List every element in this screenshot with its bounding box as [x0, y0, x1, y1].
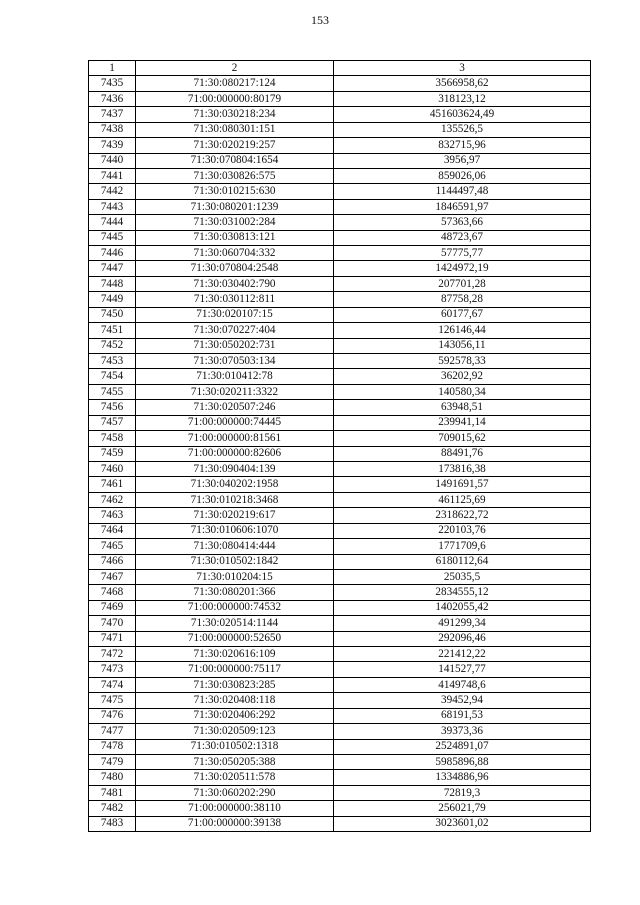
table-row	[89, 384, 591, 399]
cadastral-number-cell: 71:30:020511:578	[136, 770, 334, 785]
row-number-cell: 7462	[89, 492, 136, 507]
table-row	[89, 400, 591, 415]
value-cell: 63948,51	[334, 400, 591, 415]
table-row	[89, 323, 591, 338]
value-cell: 36202,92	[334, 369, 591, 384]
row-number-cell: 7466	[89, 554, 136, 569]
value-cell: 39373,36	[334, 724, 591, 739]
table-row	[89, 708, 591, 723]
value-cell: 3956,97	[334, 153, 591, 168]
page-number: 153	[311, 13, 329, 27]
row-number-cell: 7483	[89, 816, 136, 831]
table-row	[89, 107, 591, 122]
row-number-cell: 7482	[89, 801, 136, 816]
table-row	[89, 754, 591, 769]
value-cell: 709015,62	[334, 431, 591, 446]
row-number-cell: 7468	[89, 585, 136, 600]
value-cell: 1491691,57	[334, 477, 591, 492]
row-number-cell: 7436	[89, 91, 136, 106]
cadastral-number-cell: 71:30:030218:234	[136, 107, 334, 122]
row-number-cell: 7463	[89, 508, 136, 523]
table-row	[89, 307, 591, 322]
header-row	[89, 61, 591, 76]
cadastral-number-cell: 71:30:080301:151	[136, 122, 334, 137]
value-cell: 592578,33	[334, 354, 591, 369]
row-number-cell: 7477	[89, 724, 136, 739]
row-number-cell: 7440	[89, 153, 136, 168]
column-header: 1	[89, 61, 136, 76]
table-row	[89, 138, 591, 153]
row-number-cell: 7449	[89, 292, 136, 307]
table-row	[89, 184, 591, 199]
cadastral-number-cell: 71:30:070804:1654	[136, 153, 334, 168]
row-number-cell: 7451	[89, 323, 136, 338]
cadastral-number-cell: 71:30:020509:123	[136, 724, 334, 739]
row-number-cell: 7473	[89, 662, 136, 677]
cadastral-number-cell: 71:30:020219:257	[136, 138, 334, 153]
cadastral-number-cell: 71:30:080414:444	[136, 539, 334, 554]
cadastral-number-cell: 71:30:070804:2548	[136, 261, 334, 276]
row-number-cell: 7455	[89, 384, 136, 399]
row-number-cell: 7437	[89, 107, 136, 122]
value-cell: 318123,12	[334, 91, 591, 106]
row-number-cell: 7439	[89, 138, 136, 153]
table-row	[89, 724, 591, 739]
row-number-cell: 7461	[89, 477, 136, 492]
table-row	[89, 647, 591, 662]
table-row	[89, 677, 591, 692]
cadastral-number-cell: 71:30:020408:118	[136, 693, 334, 708]
value-cell: 72819,3	[334, 785, 591, 800]
row-number-cell: 7475	[89, 693, 136, 708]
row-number-cell: 7467	[89, 569, 136, 584]
cadastral-number-cell: 71:00:000000:75117	[136, 662, 334, 677]
row-number-cell: 7459	[89, 446, 136, 461]
cadastral-number-cell: 71:30:010218:3468	[136, 492, 334, 507]
value-cell: 491299,34	[334, 616, 591, 631]
row-number-cell: 7447	[89, 261, 136, 276]
row-number-cell: 7453	[89, 354, 136, 369]
table-row	[89, 261, 591, 276]
cadastral-number-cell: 71:30:020107:15	[136, 307, 334, 322]
table-row	[89, 554, 591, 569]
cadastral-number-cell: 71:30:010502:1318	[136, 739, 334, 754]
cadastral-number-cell: 71:30:010606:1070	[136, 523, 334, 538]
value-cell: 48723,67	[334, 230, 591, 245]
cadastral-number-cell: 71:30:010502:1842	[136, 554, 334, 569]
cadastral-number-cell: 71:00:000000:80179	[136, 91, 334, 106]
table-row	[89, 785, 591, 800]
table-row	[89, 585, 591, 600]
cadastral-number-cell: 71:30:060202:290	[136, 785, 334, 800]
value-cell: 135526,5	[334, 122, 591, 137]
value-cell: 87758,28	[334, 292, 591, 307]
row-number-cell: 7481	[89, 785, 136, 800]
table-row	[89, 199, 591, 214]
row-number-cell: 7452	[89, 338, 136, 353]
cadastral-number-cell: 71:30:010215:630	[136, 184, 334, 199]
value-cell: 1144497,48	[334, 184, 591, 199]
value-cell: 68191,53	[334, 708, 591, 723]
table-row	[89, 508, 591, 523]
cadastral-number-cell: 71:00:000000:52650	[136, 631, 334, 646]
cadastral-number-cell: 71:30:030402:790	[136, 276, 334, 291]
cadastral-number-cell: 71:30:070503:134	[136, 354, 334, 369]
table-row	[89, 600, 591, 615]
cadastral-number-cell: 71:30:020406:292	[136, 708, 334, 723]
row-number-cell: 7470	[89, 616, 136, 631]
table-row	[89, 539, 591, 554]
value-cell: 2834555,12	[334, 585, 591, 600]
table-row	[89, 801, 591, 816]
cadastral-number-cell: 71:30:040202:1958	[136, 477, 334, 492]
column-header: 2	[136, 61, 334, 76]
value-cell: 1334886,96	[334, 770, 591, 785]
cadastral-number-cell: 71:30:050205:388	[136, 754, 334, 769]
table-row	[89, 631, 591, 646]
table-row	[89, 276, 591, 291]
value-cell: 39452,94	[334, 693, 591, 708]
cadastral-number-cell: 71:30:080217:124	[136, 76, 334, 91]
cadastral-number-cell: 71:30:020211:3322	[136, 384, 334, 399]
value-cell: 141527,77	[334, 662, 591, 677]
cadastral-number-cell: 71:30:080201:366	[136, 585, 334, 600]
row-number-cell: 7474	[89, 677, 136, 692]
value-cell: 256021,79	[334, 801, 591, 816]
value-cell: 4149748,6	[334, 677, 591, 692]
row-number-cell: 7465	[89, 539, 136, 554]
cadastral-number-cell: 71:30:030112:811	[136, 292, 334, 307]
cadastral-number-cell: 71:30:060704:332	[136, 246, 334, 261]
value-cell: 1424972,19	[334, 261, 591, 276]
cadastral-number-cell: 71:30:020219:617	[136, 508, 334, 523]
value-cell: 239941,14	[334, 415, 591, 430]
table-row	[89, 477, 591, 492]
column-header: 3	[334, 61, 591, 76]
data-table	[88, 60, 591, 832]
table-row	[89, 246, 591, 261]
value-cell: 221412,22	[334, 647, 591, 662]
cadastral-number-cell: 71:30:020514:1144	[136, 616, 334, 631]
table-row	[89, 122, 591, 137]
value-cell: 832715,96	[334, 138, 591, 153]
value-cell: 859026,06	[334, 168, 591, 183]
value-cell: 140580,34	[334, 384, 591, 399]
cadastral-number-cell: 71:30:010412:78	[136, 369, 334, 384]
value-cell: 1402055,42	[334, 600, 591, 615]
table-row	[89, 369, 591, 384]
cadastral-number-cell: 71:30:030823:285	[136, 677, 334, 692]
row-number-cell: 7441	[89, 168, 136, 183]
row-number-cell: 7469	[89, 600, 136, 615]
row-number-cell: 7458	[89, 431, 136, 446]
cadastral-number-cell: 71:00:000000:38110	[136, 801, 334, 816]
table-row	[89, 446, 591, 461]
cadastral-number-cell: 71:30:020507:246	[136, 400, 334, 415]
table-row	[89, 816, 591, 831]
row-number-cell: 7446	[89, 246, 136, 261]
table-row	[89, 168, 591, 183]
value-cell: 126146,44	[334, 323, 591, 338]
row-number-cell: 7476	[89, 708, 136, 723]
value-cell: 1771709,6	[334, 539, 591, 554]
table-row	[89, 354, 591, 369]
table-row	[89, 338, 591, 353]
cadastral-number-cell: 71:00:000000:74532	[136, 600, 334, 615]
cadastral-number-cell: 71:30:090404:139	[136, 461, 334, 476]
value-cell: 207701,28	[334, 276, 591, 291]
value-cell: 3023601,02	[334, 816, 591, 831]
value-cell: 461125,69	[334, 492, 591, 507]
cadastral-number-cell: 71:30:050202:731	[136, 338, 334, 353]
table-row	[89, 616, 591, 631]
table-row	[89, 693, 591, 708]
table-row	[89, 91, 591, 106]
cadastral-number-cell: 71:30:070227:404	[136, 323, 334, 338]
row-number-cell: 7460	[89, 461, 136, 476]
table-row	[89, 492, 591, 507]
table-row	[89, 662, 591, 677]
cadastral-number-cell: 71:30:030826:575	[136, 168, 334, 183]
value-cell: 2318622,72	[334, 508, 591, 523]
table-row	[89, 415, 591, 430]
table-row	[89, 153, 591, 168]
value-cell: 57775,77	[334, 246, 591, 261]
table-row	[89, 569, 591, 584]
table-row	[89, 770, 591, 785]
cadastral-number-cell: 71:30:020616:109	[136, 647, 334, 662]
value-cell: 60177,67	[334, 307, 591, 322]
table-row	[89, 215, 591, 230]
cadastral-number-cell: 71:30:030813:121	[136, 230, 334, 245]
table-row	[89, 431, 591, 446]
value-cell: 3566958,62	[334, 76, 591, 91]
cadastral-number-cell: 71:00:000000:39138	[136, 816, 334, 831]
row-number-cell: 7450	[89, 307, 136, 322]
table-row	[89, 523, 591, 538]
table-row	[89, 461, 591, 476]
cadastral-number-cell: 71:00:000000:74445	[136, 415, 334, 430]
cadastral-number-cell: 71:30:010204:15	[136, 569, 334, 584]
table-row	[89, 292, 591, 307]
value-cell: 57363,66	[334, 215, 591, 230]
row-number-cell: 7471	[89, 631, 136, 646]
value-cell: 1846591,97	[334, 199, 591, 214]
value-cell: 6180112,64	[334, 554, 591, 569]
cadastral-number-cell: 71:30:031002:284	[136, 215, 334, 230]
value-cell: 143056,11	[334, 338, 591, 353]
row-number-cell: 7457	[89, 415, 136, 430]
value-cell: 292096,46	[334, 631, 591, 646]
row-number-cell: 7438	[89, 122, 136, 137]
table-body	[89, 76, 591, 832]
cadastral-number-cell: 71:30:080201:1239	[136, 199, 334, 214]
row-number-cell: 7454	[89, 369, 136, 384]
value-cell: 2524891,07	[334, 739, 591, 754]
row-number-cell: 7479	[89, 754, 136, 769]
cadastral-number-cell: 71:00:000000:82606	[136, 446, 334, 461]
row-number-cell: 7478	[89, 739, 136, 754]
row-number-cell: 7444	[89, 215, 136, 230]
row-number-cell: 7443	[89, 199, 136, 214]
value-cell: 5985896,88	[334, 754, 591, 769]
value-cell: 25035,5	[334, 569, 591, 584]
row-number-cell: 7445	[89, 230, 136, 245]
value-cell: 173816,38	[334, 461, 591, 476]
value-cell: 451603624,49	[334, 107, 591, 122]
row-number-cell: 7456	[89, 400, 136, 415]
table-row	[89, 76, 591, 91]
cadastral-number-cell: 71:00:000000:81561	[136, 431, 334, 446]
table-row	[89, 739, 591, 754]
value-cell: 220103,76	[334, 523, 591, 538]
row-number-cell: 7480	[89, 770, 136, 785]
row-number-cell: 7472	[89, 647, 136, 662]
row-number-cell: 7435	[89, 76, 136, 91]
row-number-cell: 7448	[89, 276, 136, 291]
row-number-cell: 7442	[89, 184, 136, 199]
row-number-cell: 7464	[89, 523, 136, 538]
value-cell: 88491,76	[334, 446, 591, 461]
table-row	[89, 230, 591, 245]
